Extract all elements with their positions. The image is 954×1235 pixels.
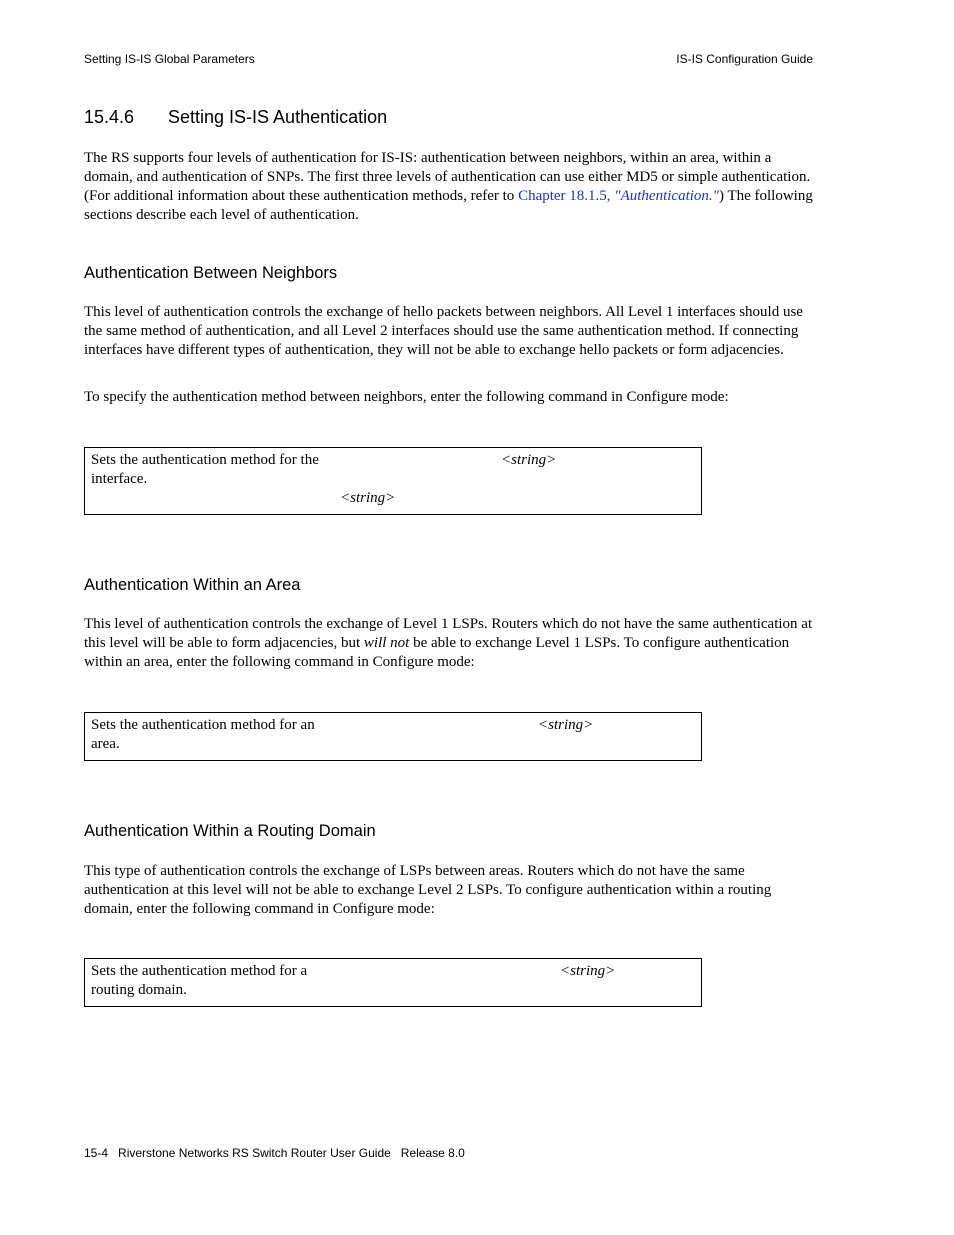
neighbors-paragraph-1: This level of authentication controls the exchange of hello packets between neighbors. All Level 1 interfaces should use the same method of authentication, and all Level 2 interfaces should use the same authentication method. If connecting interfaces have different types of authentication, they will not be able to exchange hello packets or form adjacencies. — [84, 304, 803, 358]
neighbors-paragraph-2: To specify the authentication method between neighbors, enter the following command in Configure mode: — [84, 389, 729, 405]
section-number: 15.4.6 — [84, 107, 135, 127]
authentication-link[interactable]: "Authentication." — [614, 188, 719, 204]
intro-text-1: The RS supports four levels of authentication for IS-IS: authentication between neighbors, within an area, within a domain, and authentication of SNPs. The first three levels of authentication can use either MD5 or simple authentication. (For additional information about these authentication methods, refer to — [84, 150, 811, 204]
running-header-right: IS-IS Configuration Guide — [676, 52, 813, 66]
area-emphasis: will not — [363, 635, 410, 651]
neighbors-command-description: Sets the authentication method for the interface. — [91, 452, 319, 487]
intro-text-2: ) The following sections describe each level of authentication. — [84, 188, 813, 223]
neighbors-command-arg-2: <string> — [340, 490, 396, 506]
neighbors-command-arg-1: <string> — [501, 452, 557, 468]
area-paragraph — [84, 615, 814, 672]
footer-title: Riverstone Networks RS Switch Router User Guide — [118, 1146, 391, 1160]
area-text-2: be able to exchange Level 1 LSPs. To configure authentication within an area, enter the following command in Configure mode: — [84, 635, 790, 670]
running-header-left: Setting IS-IS Global Parameters — [84, 52, 255, 66]
domain-heading: Authentication Within a Routing Domain — [84, 822, 376, 840]
footer-release: Release 8.0 — [400, 1146, 465, 1160]
area-command-description: Sets the authentication method for an area. — [91, 717, 315, 752]
neighbors-command-box — [84, 447, 702, 515]
chapter-link[interactable]: Chapter 18.1.5, — [518, 188, 611, 204]
area-command-arg-1: <string> — [538, 717, 594, 733]
section-title — [84, 107, 387, 128]
domain-command-box — [84, 958, 702, 1007]
area-command-box — [84, 712, 702, 761]
footer-page-number: 15-4 — [84, 1146, 109, 1160]
page-footer — [84, 1146, 475, 1160]
area-heading: Authentication Within an Area — [84, 576, 301, 594]
section-title-text: Setting IS-IS Authentication — [168, 107, 388, 127]
domain-command-description: Sets the authentication method for a routing domain. — [91, 963, 308, 998]
area-text-1: This level of authentication controls the exchange of Level 1 LSPs. Routers which do not have the same authentication at this level will be able to form adjacencies, but — [84, 616, 813, 651]
neighbors-heading: Authentication Between Neighbors — [84, 264, 338, 282]
domain-paragraph: This type of authentication controls the exchange of LSPs between areas. Routers which do not have the same authentication at this level will not be able to exchange Level 2 LSPs. To configure authentication within a routing domain, enter the following command in Configure mode: — [84, 863, 772, 917]
domain-command-arg-1: <string> — [560, 963, 616, 979]
intro-paragraph — [84, 149, 814, 225]
